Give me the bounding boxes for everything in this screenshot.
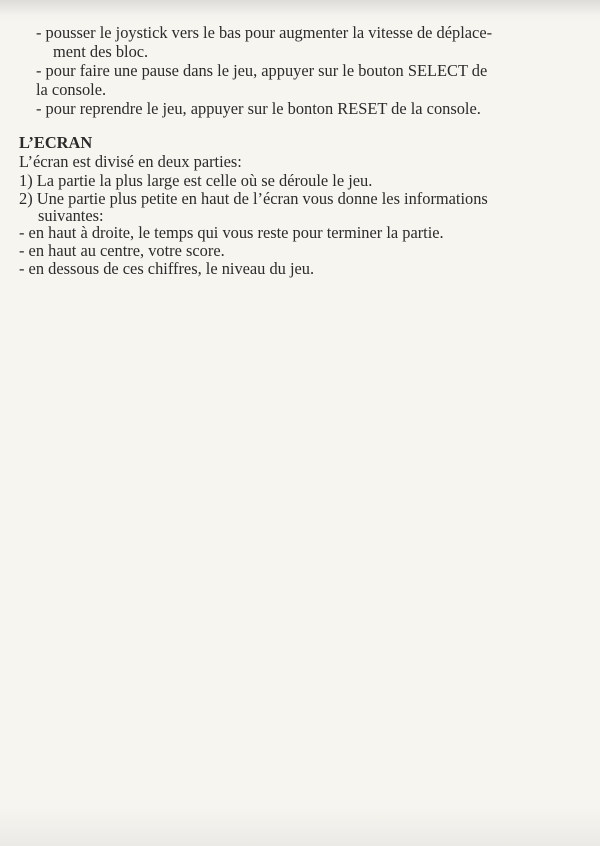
section-intro: L’écran est divisé en deux parties:	[19, 152, 242, 171]
scan-top-shadow	[0, 0, 600, 22]
controls-line-3: - pour faire une pause dans le jeu, appuyer sur le bouton SELECT de	[36, 61, 488, 80]
list-item-1: 1) La partie la plus large est celle où se déroule le jeu.	[19, 171, 373, 190]
list-item-2-line-1: 2) Une partie plus petite en haut de l’écran vous donne les informations	[19, 189, 488, 208]
controls-line-4: la console.	[36, 80, 107, 99]
controls-line-2: ment des bloc.	[53, 42, 149, 61]
scan-bottom-shadow	[0, 796, 600, 846]
controls-line-5: - pour reprendre le jeu, appuyer sur le bonton RESET de la console.	[36, 99, 481, 118]
bullet-item-1: - en haut à droite, le temps qui vous reste pour terminer la partie.	[19, 223, 444, 242]
bullet-item-2: - en haut au centre, votre score.	[19, 241, 225, 260]
controls-line-1: - pousser le joystick vers le bas pour augmenter la vitesse de déplace-	[36, 23, 493, 42]
section-heading: L’ECRAN	[19, 133, 93, 152]
bullet-item-3: - en dessous de ces chiffres, le niveau du jeu.	[19, 259, 315, 278]
list-item-2-line-2: suivantes:	[38, 206, 104, 225]
